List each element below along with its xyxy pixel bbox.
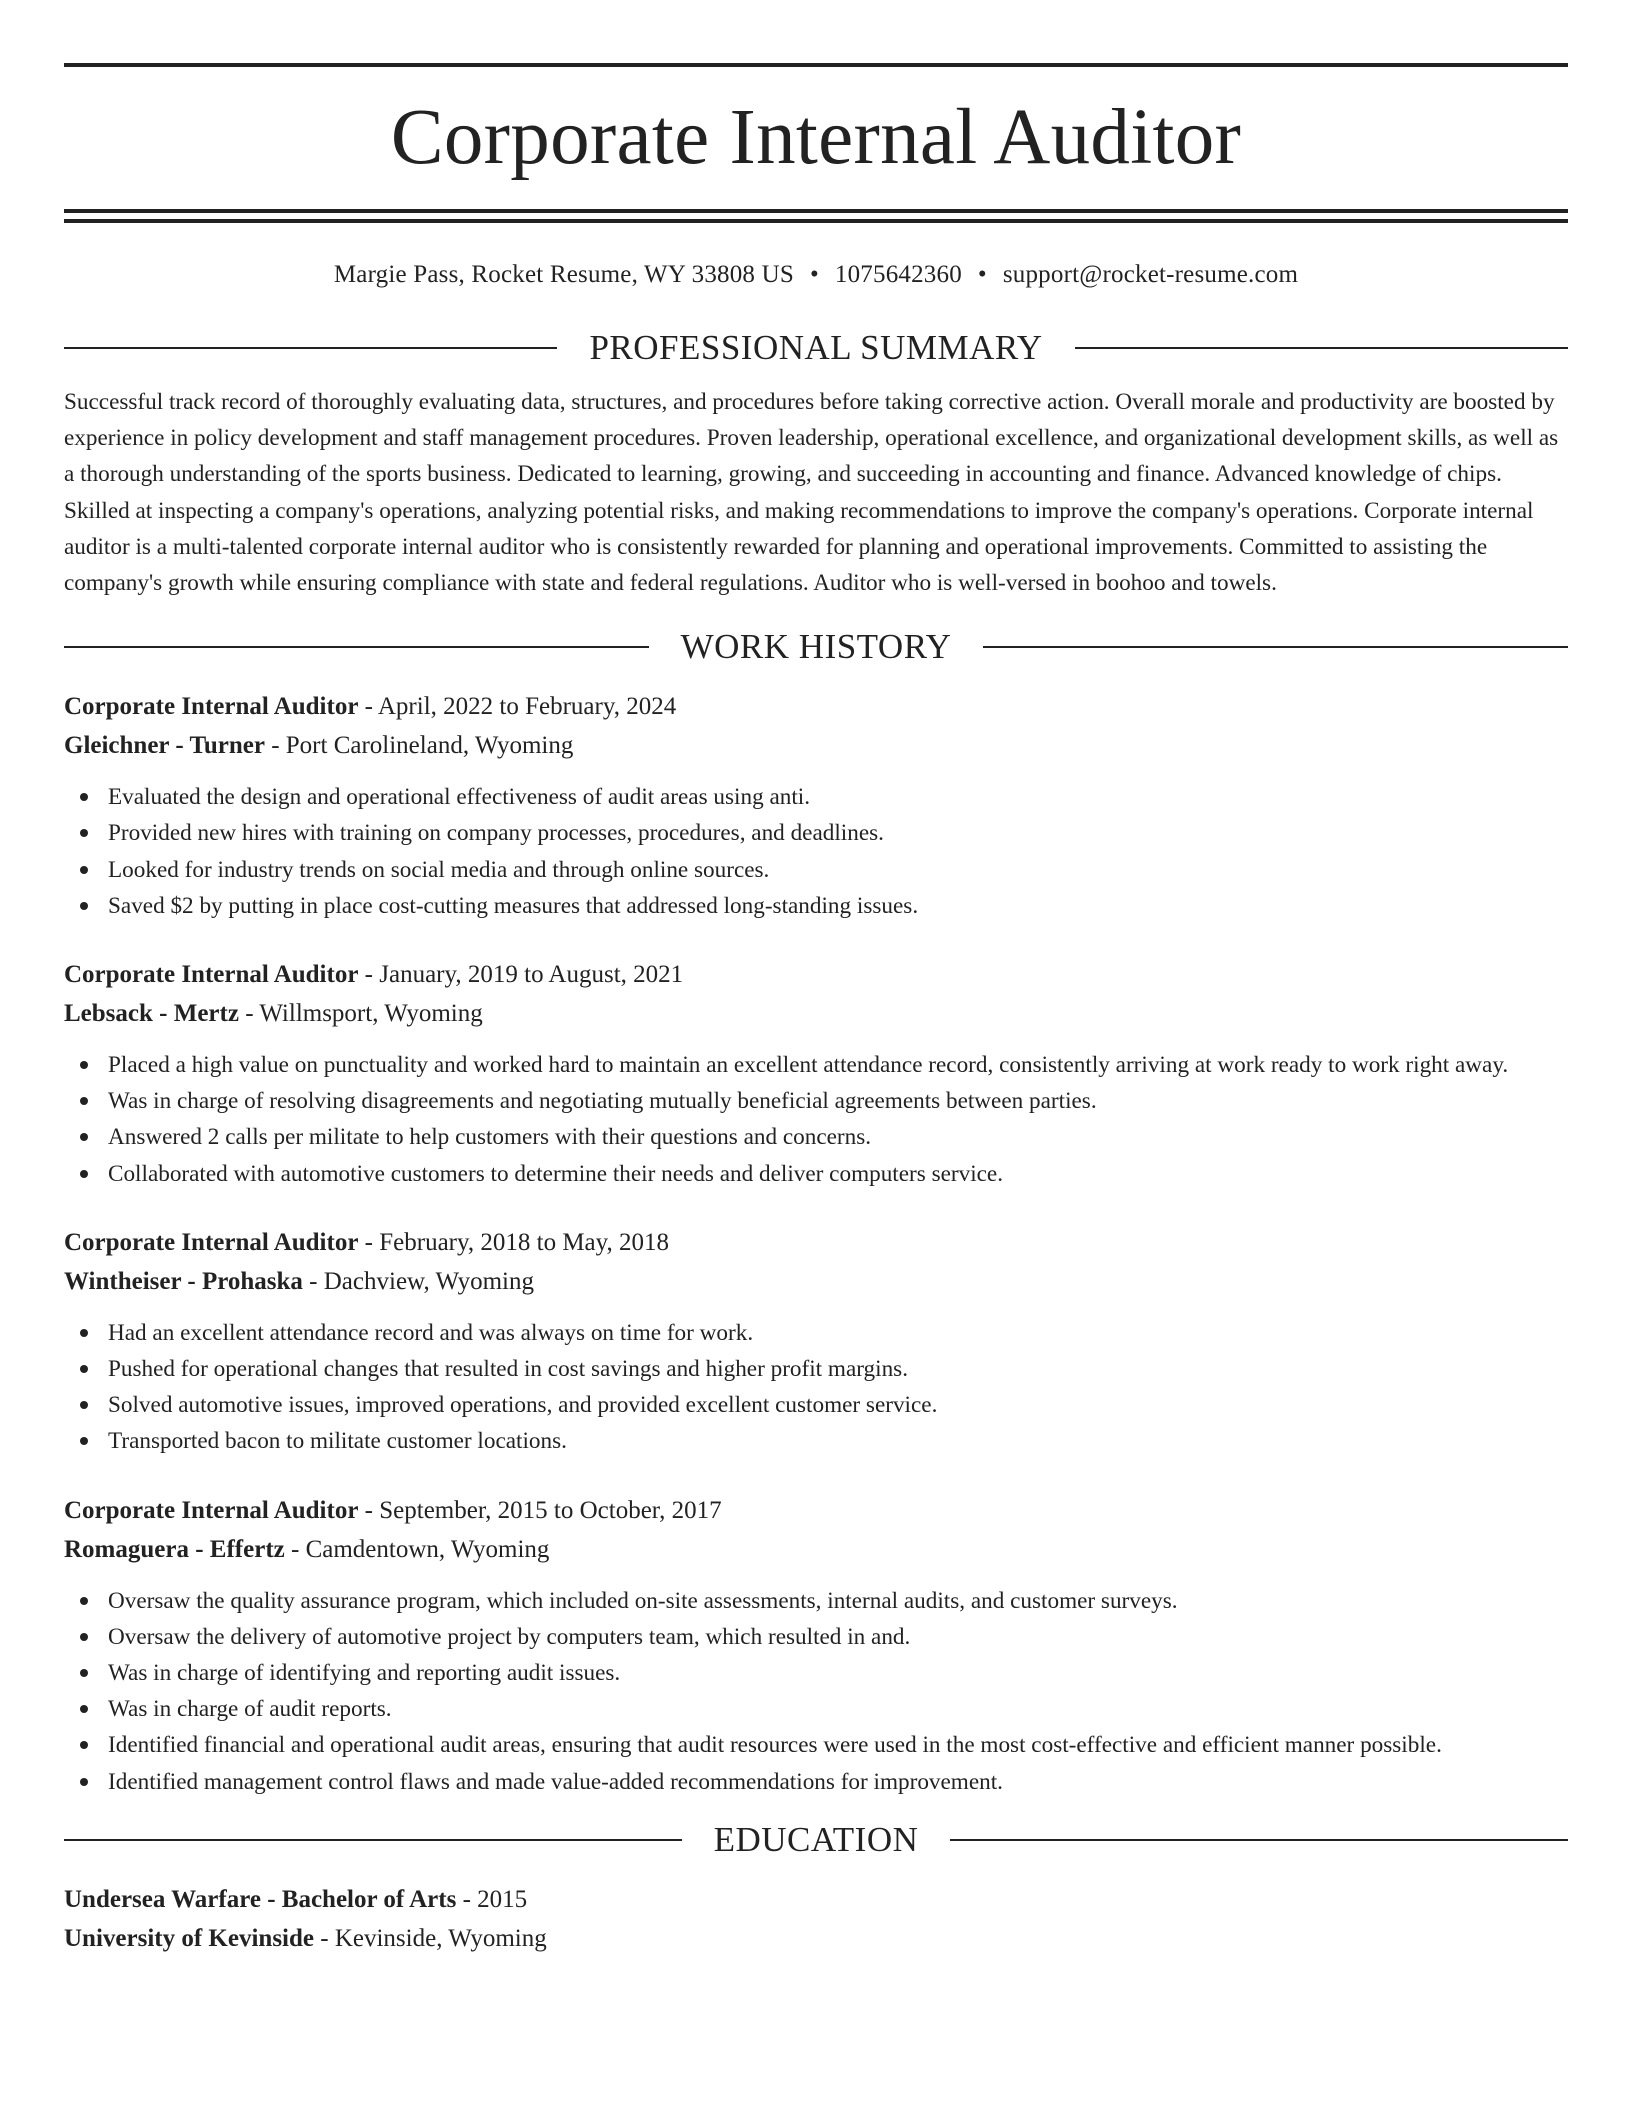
education-heading — [64, 1818, 1568, 1862]
job-title: Corporate Internal Auditor — [64, 1496, 359, 1524]
contact-separator: • — [809, 261, 819, 288]
job-bullet: Evaluated the design and operational effectiveness of audit areas using anti. — [64, 779, 1568, 815]
education-location: - Kevinside, Wyoming — [314, 1924, 547, 1952]
job-entry — [64, 687, 1568, 924]
contact-line — [64, 257, 1568, 293]
job-bullet: Collaborated with automotive customers to determine their needs and deliver computers service. — [64, 1156, 1568, 1192]
job-title-line — [64, 1223, 1568, 1262]
summary-text: Successful track record of thoroughly evaluating data, structures, and procedures before taking corrective action. Overall morale and productivity are boosted by experience in policy development and staff management procedures. Proven leadership, operational excellence, and organizational development skills, as well as a thorough understanding of the sports business. Dedicated to learning, growing, and succeeding in accounting and finance. Advanced knowledge of chips. Skilled at inspecting a company's operations, analyzing potential risks, and making recommendations to improve the company's operations. Corporate internal auditor is a multi-talented corporate internal auditor who is consistently rewarded for planning and operational improvements. Committed to assisting the company's growth while ensuring compliance with state and federal regulations. Auditor who is well-versed in boohoo and towels. — [64, 389, 1559, 597]
contact-email: support@rocket-resume.com — [1002, 261, 1299, 288]
job-bullet: Placed a high value on punctuality and worked hard to maintain an excellent attendance record, consistently arriving at work ready to work right away. — [64, 1047, 1568, 1083]
job-dates: - April, 2022 to February, 2024 — [358, 693, 677, 721]
job-title: Corporate Internal Auditor — [64, 961, 359, 989]
job-bullet: Saved $2 by putting in place cost-cutting measures that addressed long-standing issues. — [64, 888, 1568, 924]
heading-rule-right — [950, 1839, 1568, 1841]
education-year: - 2015 — [456, 1885, 528, 1913]
contact-phone: 1075642360 — [834, 261, 962, 288]
job-dates: - February, 2018 to May, 2018 — [358, 1228, 670, 1256]
job-company-line — [64, 994, 1568, 1033]
job-dates: - January, 2019 to August, 2021 — [358, 961, 684, 989]
job-bullet: Had an excellent attendance record and was always on time for work. — [64, 1315, 1568, 1351]
job-title-line — [64, 1491, 1568, 1530]
job-company-line — [64, 1262, 1568, 1301]
job-bullet: Identified management control flaws and made value-added recommendations for improvement. — [64, 1764, 1568, 1800]
heading-rule-left — [64, 347, 557, 349]
education-entry — [64, 1880, 1568, 1958]
heading-rule-left — [64, 1839, 682, 1841]
resume-title: Corporate Internal Auditor — [390, 94, 1242, 181]
education-degree-line — [64, 1880, 1568, 1919]
job-bullet: Identified financial and operational audit areas, ensuring that audit resources were used in the most cost-effective and efficient manner possible. — [64, 1727, 1568, 1763]
education-heading-label: EDUCATION — [713, 1819, 919, 1859]
job-title: Corporate Internal Auditor — [64, 1228, 359, 1256]
job-bullet: Oversaw the quality assurance program, which included on-site assessments, internal audits, and customer surveys. — [64, 1583, 1568, 1619]
job-bullets — [64, 1315, 1568, 1460]
job-bullet: Answered 2 calls per militate to help customers with their questions and concerns. — [64, 1119, 1568, 1155]
job-company: Gleichner - Turner — [64, 732, 265, 760]
job-bullet: Was in charge of resolving disagreements and negotiating mutually beneficial agreements between parties. — [64, 1083, 1568, 1119]
job-company: Romaguera - Effertz — [64, 1535, 285, 1563]
work-history-heading — [64, 625, 1568, 669]
heading-rule-right — [983, 646, 1568, 648]
job-entry — [64, 955, 1568, 1192]
summary-heading-label: PROFESSIONAL SUMMARY — [589, 328, 1043, 367]
title-double-rule — [64, 209, 1568, 223]
job-bullet: Provided new hires with training on company processes, procedures, and deadlines. — [64, 815, 1568, 851]
job-dates: - September, 2015 to October, 2017 — [358, 1496, 722, 1524]
job-location: - Port Carolineland, Wyoming — [264, 732, 574, 760]
job-bullet: Looked for industry trends on social media and through online sources. — [64, 852, 1568, 888]
job-bullet: Solved automotive issues, improved operations, and provided excellent customer service. — [64, 1387, 1568, 1423]
education-school: University of Kevinside — [64, 1924, 314, 1952]
job-bullet: Was in charge of audit reports. — [64, 1691, 1568, 1727]
job-bullet: Transported bacon to militate customer locations. — [64, 1423, 1568, 1459]
work-history-heading-label: WORK HISTORY — [680, 627, 952, 667]
job-company: Lebsack - Mertz — [64, 1000, 239, 1028]
job-title-line — [64, 955, 1568, 994]
job-bullets — [64, 1583, 1568, 1800]
job-bullets — [64, 1047, 1568, 1192]
job-location: - Willmsport, Wyoming — [238, 1000, 483, 1028]
job-entry — [64, 1223, 1568, 1460]
job-company-line — [64, 726, 1568, 765]
contact-address: Margie Pass, Rocket Resume, WY 33808 US — [333, 261, 794, 288]
summary-heading — [64, 326, 1568, 370]
education-degree: Undersea Warfare - Bachelor of Arts — [64, 1885, 457, 1913]
job-company-line — [64, 1530, 1568, 1569]
job-bullet: Was in charge of identifying and reporting audit issues. — [64, 1655, 1568, 1691]
heading-rule-left — [64, 646, 649, 648]
contact-separator: • — [977, 261, 987, 288]
job-bullets — [64, 779, 1568, 924]
job-location: - Camdentown, Wyoming — [284, 1535, 550, 1563]
education-school-line — [64, 1919, 1568, 1958]
job-title-line — [64, 687, 1568, 726]
job-company: Wintheiser - Prohaska — [64, 1267, 303, 1295]
job-title: Corporate Internal Auditor — [64, 693, 359, 721]
job-entry — [64, 1491, 1568, 1800]
heading-rule-right — [1075, 347, 1568, 349]
job-location: - Dachview, Wyoming — [302, 1267, 535, 1295]
job-bullet: Pushed for operational changes that resulted in cost savings and higher profit margins. — [64, 1351, 1568, 1387]
job-bullet: Oversaw the delivery of automotive project by computers team, which resulted in and. — [64, 1619, 1568, 1655]
